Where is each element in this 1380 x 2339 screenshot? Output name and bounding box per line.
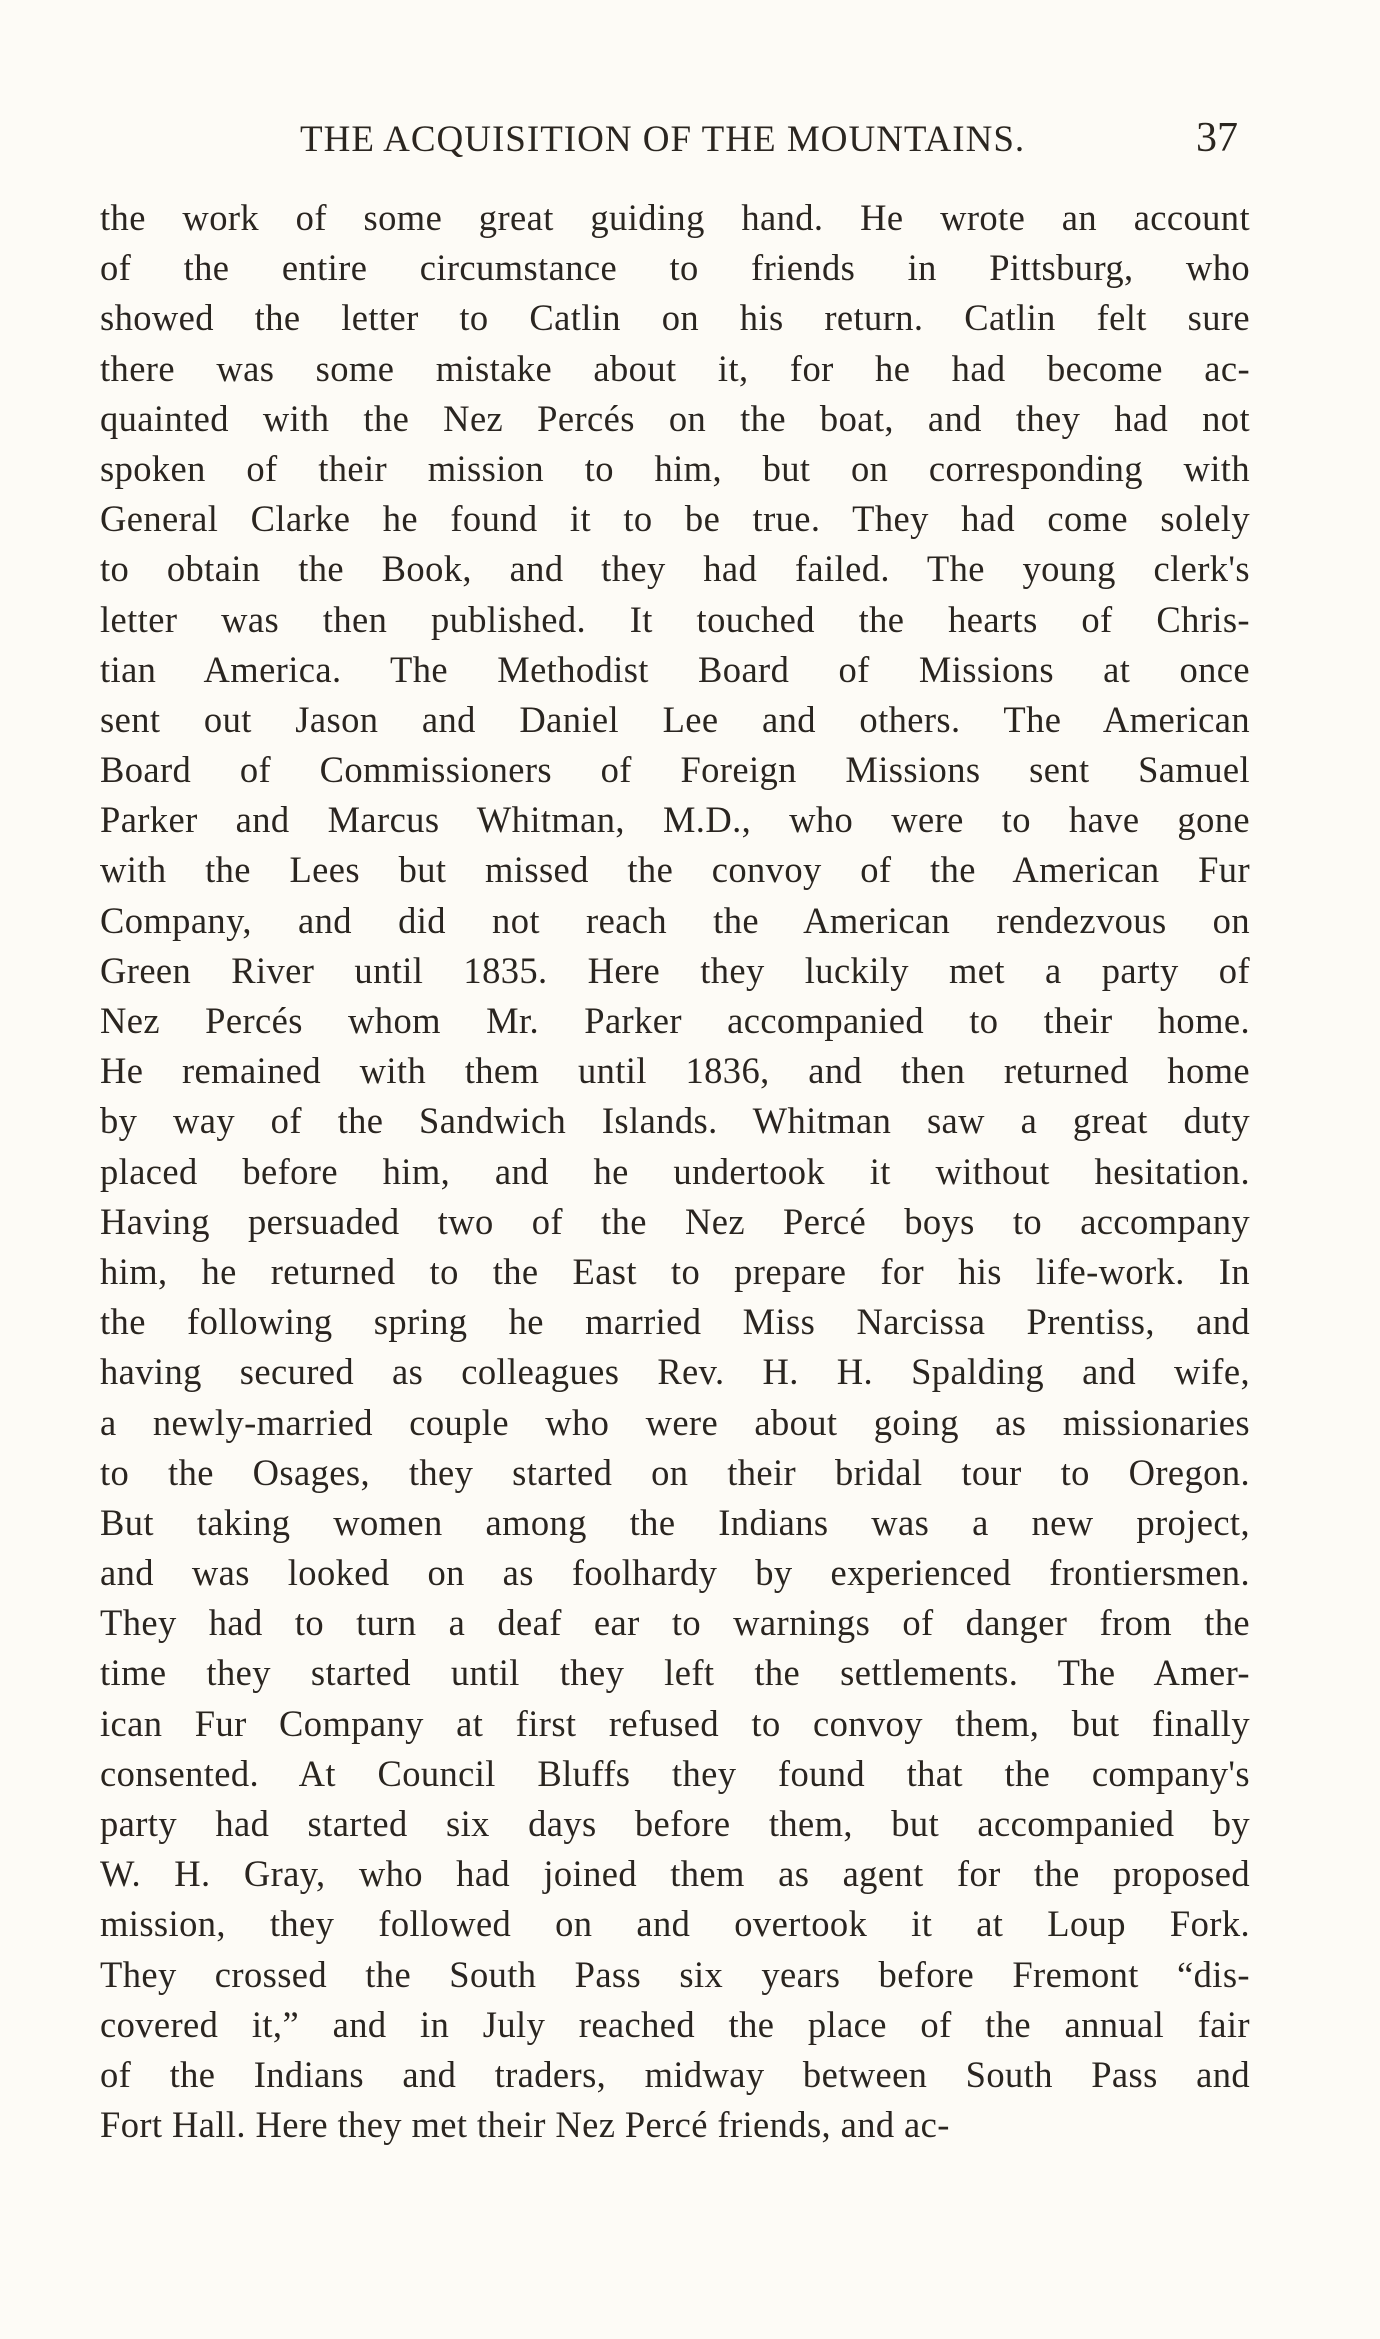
page-number: 37 xyxy=(1196,115,1238,161)
text-line: Green River until 1835. Here they luckily met a party of xyxy=(100,949,1250,991)
text-line: to obtain the Book, and they had failed. The young clerk's xyxy=(100,548,1250,590)
text-line: him, he returned to the East to prepare for his life-work. In xyxy=(100,1250,1250,1292)
text-line: with the Lees but missed the convoy of the American Fur xyxy=(100,849,1250,891)
text-line: ican Fur Company at first refused to convoy them, but finally xyxy=(100,1702,1250,1744)
text-line: placed before him, and he undertook it without hesitation. xyxy=(100,1150,1250,1192)
text-line: spoken of their mission to him, but on corresponding with xyxy=(100,447,1250,489)
text-line: He remained with them until 1836, and then returned home xyxy=(100,1050,1250,1092)
text-line: quainted with the Nez Percés on the boat, and they had not xyxy=(100,397,1250,439)
text-line: Fort Hall. Here they met their Nez Percé friends, and ac- xyxy=(100,2104,950,2146)
text-line: sent out Jason and Daniel Lee and others. The American xyxy=(100,698,1250,740)
running-head: THE ACQUISITION OF THE MOUNTAINS. xyxy=(300,119,1026,160)
text-line: letter was then published. It touched the hearts of Chris- xyxy=(100,598,1250,640)
text-line: the work of some great guiding hand. He wrote an account xyxy=(100,197,1250,238)
text-line: General Clarke he found it to be true. They had come solely xyxy=(100,498,1250,540)
text-line: of the Indians and traders, midway between South Pass and xyxy=(100,2053,1250,2095)
text-line: Company, and did not reach the American rendezvous on xyxy=(100,899,1250,941)
text-line: W. H. Gray, who had joined them as agent for the proposed xyxy=(100,1853,1250,1895)
text-line: Nez Percés whom Mr. Parker accompanied to their home. xyxy=(100,1000,1250,1041)
text-line: of the entire circumstance to friends in Pittsburg, who xyxy=(100,247,1250,289)
text-line: to the Osages, they started on their bridal tour to Oregon. xyxy=(100,1451,1250,1493)
text-line: a newly-married couple who were about going as missionaries xyxy=(100,1401,1250,1443)
text-line: party had started six days before them, but accompanied by xyxy=(100,1803,1250,1844)
text-line: the following spring he married Miss Narcissa Prentiss, and xyxy=(100,1301,1250,1343)
text-line: covered it,” and in July reached the place of the annual fair xyxy=(100,2003,1250,2045)
text-line: Parker and Marcus Whitman, M.D., who were to have gone xyxy=(100,799,1250,841)
text-line: by way of the Sandwich Islands. Whitman saw a great duty xyxy=(100,1100,1250,1142)
text-line: They crossed the South Pass six years before Fremont “dis- xyxy=(100,1953,1250,1995)
text-line: Having persuaded two of the Nez Percé boys to accompany xyxy=(100,1200,1250,1242)
text-line: Board of Commissioners of Foreign Missions sent Samuel xyxy=(100,749,1250,791)
text-line: having secured as colleagues Rev. H. H. Spalding and wife, xyxy=(100,1351,1250,1393)
text-line: there was some mistake about it, for he had become ac- xyxy=(100,347,1250,389)
text-line: But taking women among the Indians was a new project, xyxy=(100,1501,1250,1543)
text-line: consented. At Council Bluffs they found that the company's xyxy=(100,1752,1250,1794)
text-line: mission, they followed on and overtook it at Loup Fork. xyxy=(100,1903,1250,1945)
text-line: showed the letter to Catlin on his return. Catlin felt sure xyxy=(100,297,1250,339)
text-line: tian America. The Methodist Board of Missions at once xyxy=(100,648,1250,690)
text-line: They had to turn a deaf ear to warnings of danger from the xyxy=(100,1602,1250,1644)
text-line: time they started until they left the settlements. The Amer- xyxy=(100,1652,1250,1694)
text-line: and was looked on as foolhardy by experienced frontiersmen. xyxy=(100,1552,1250,1594)
body-text xyxy=(100,193,1250,2150)
